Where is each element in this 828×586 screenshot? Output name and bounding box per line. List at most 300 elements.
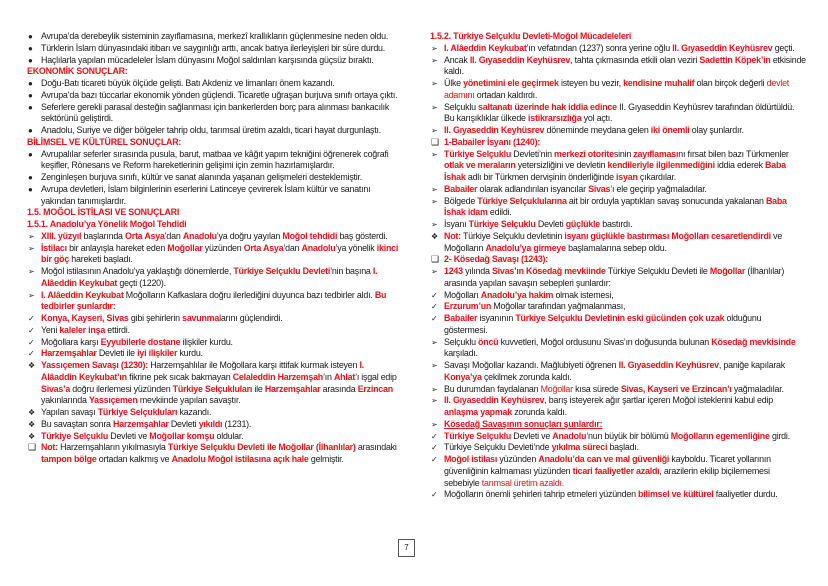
body-text: adlı bir Türkmen dervişinin önderliğinde [465, 172, 617, 182]
arrow-bullet-icon: ➢ [431, 419, 438, 429]
list-item [27, 442, 399, 466]
highlighted-text: XIII. yüzyıl [41, 230, 82, 241]
checkmark-icon: ✓ [28, 349, 35, 359]
body-text: kayboldu. Ticaret yollarının güvenliğinin kalmaması yüzünden [444, 454, 771, 476]
body-text: Devleti [535, 219, 566, 229]
highlighted-text: yönetimini ele geçirmek [463, 78, 559, 88]
arrow-bullet-icon: ➢ [431, 384, 438, 394]
list-item [430, 78, 806, 102]
body-text: baş gösterdi. [337, 230, 388, 241]
highlighted-text: Anadolu Moğol istilasına açık hale [171, 454, 309, 464]
bullet-dot-icon: ● [28, 32, 33, 41]
highlighted-text: bilimsel ve kültürel [638, 489, 714, 500]
highlighted-text: Kösedağ mevkisinde [711, 336, 796, 347]
body-text: zorunda kaldı. [511, 407, 567, 417]
body-text: başlamalarına sebep oldu. [565, 242, 667, 253]
body-text: ’ı işgal edip [355, 371, 397, 382]
highlighted-text: Türkiye Selçuklu [444, 430, 512, 441]
body-text: geçti. [772, 42, 795, 53]
arrow-bullet-icon: ➢ [431, 126, 438, 135]
highlighted-text: Ahlat [333, 371, 356, 382]
body-text: ’nun büyük bir bölümü [586, 430, 671, 441]
body-text: Avrupa’da bazı tüccarlar ekonomik yönden güçlendi. Ticaretle uğraşan burjuva sınıfı ortaya çıktı. [41, 89, 398, 100]
diamond-bullet-icon: ❖ [28, 419, 35, 429]
bullet-dot-icon: ● [28, 149, 33, 159]
body-text: kuvvetleri, Moğol ordusunu Sivas’ın doğusunda bulunan [498, 336, 712, 347]
highlighted-text: öncü [478, 336, 499, 347]
body-text: ilişkiler kurdu. [180, 336, 233, 347]
checkmark-icon: ✓ [28, 337, 35, 347]
highlighted-text: Türkiye Selçukluları [97, 407, 178, 417]
list-item [430, 184, 806, 196]
body-text: Moğol istilasının Anadolu’ya yaklaştığı dönemlerde, [41, 266, 234, 276]
list-item [27, 266, 399, 290]
list-item [27, 31, 399, 43]
arrow-bullet-icon: ➢ [28, 243, 35, 253]
list-item [27, 431, 399, 443]
highlighted-text: Konya, Kayseri, Sivas [41, 313, 129, 323]
diamond-bullet-icon: ❖ [28, 431, 35, 441]
highlighted-text: Konya’ya [444, 371, 482, 382]
body-text: Haçlılarla yapılan mücadeleler İslam dünyasını Moğol saldırıları karşısında güçsüz bıraktı. [41, 54, 374, 65]
list-item [430, 55, 806, 79]
body-text: Türklerin İslam dünyasındaki itibarı ve saygınlığı arttı, ancak batıya ilerleyişleri bir süre durdu. [41, 42, 386, 53]
diamond-bullet-icon: ❖ [28, 408, 35, 417]
body-text: doğru ilerlemesi yüzünden [70, 383, 173, 394]
body-text: Moğolların önemli şehirleri tahrip etmeleri yüzünden [444, 489, 639, 500]
list-item [430, 196, 806, 220]
highlighted-text: Türkiye Selçuklu [41, 430, 109, 441]
body-text: Harzemşahlılar ile Moğollara karşı ittifak kurmak isteyen [148, 360, 360, 370]
arrow-bullet-icon: ➢ [431, 361, 438, 370]
highlighted-text: isyanı güçlükle bastırması Moğolları cesaretlendirdi [564, 230, 771, 241]
body-text: Ülke [444, 78, 464, 88]
body-text: ait bir orduyla yaptıkları savaş sonucunda yakalanan [566, 195, 766, 206]
bullet-dot-icon: ● [28, 90, 33, 100]
highlighted-text: Baba İshak idam [444, 195, 787, 218]
body-text: mevkiinde yapılan savaştır. [137, 395, 241, 406]
body-text: iddia ederek [714, 160, 766, 171]
highlighted-text: Sivas, Kayseri ve Erzincan’ı [620, 383, 732, 394]
highlighted-text: Anadolu [301, 242, 336, 253]
highlighted-text: Moğollar [709, 266, 746, 276]
list-item [27, 78, 399, 90]
highlighted-text: Eyyubilerle dostane [100, 336, 181, 347]
body-text: Avrupa devletleri, İslam bilginlerinin eserlerini Latinceye çevirerek İslam kültür ve sanatını yakından tanımışlardır. [41, 183, 371, 206]
body-text: hareketi başladı. [69, 254, 133, 265]
section-heading: 1.5. MOĞOL İSTİLASI VE SONUÇLARI [27, 207, 180, 218]
checkmark-icon: ✓ [431, 490, 438, 500]
section-heading: 1.5.2. Türkiye Selçuklu Devleti-Moğol Mücadeleleri [430, 31, 632, 41]
list-item [27, 43, 399, 55]
highlighted-text: Türkiye Selçuklularına [477, 195, 567, 206]
left-column [27, 31, 399, 466]
body-text: edildi. [487, 207, 512, 218]
list-item [430, 454, 806, 489]
highlighted-text: Orta Asya [243, 242, 284, 253]
body-text: yüzünden [202, 242, 244, 253]
body-text: Moğollar tarafından yağmalanması, [491, 301, 626, 312]
highlighted-text: Sivas’a [41, 383, 71, 394]
list-item [430, 384, 806, 396]
body-text: ’ın [323, 371, 334, 382]
list-item [27, 360, 399, 407]
highlighted-text: II. Gıyaseddin Keyhüsrev [618, 360, 719, 370]
highlighted-text: saltanatı üzerinde hak iddia edince [478, 101, 617, 112]
body-text: oldular. [214, 430, 244, 441]
checkmark-icon: ✓ [431, 290, 438, 300]
highlighted-text: 1-Babailer İsyanı (1240): [444, 136, 541, 147]
body-text: ’ya yönelik [335, 242, 377, 253]
highlighted-text: savunma [182, 313, 220, 323]
list-item [430, 43, 806, 55]
body-text: (İlhanlılar) arasında yapılan savaşın sebepleri şunlardır: [444, 266, 785, 288]
highlighted-text: Erzurum’un [444, 301, 492, 312]
body-text: Zenginleşen burjuva sınıfı, kültür ve sanat alanında yaşanan gelişmeleri desteklemiştir. [41, 172, 363, 182]
body-text: Yapılan savaşı [41, 407, 98, 417]
checkmark-icon: ✓ [431, 443, 438, 453]
body-text: ve Moğolların [444, 230, 783, 253]
highlighted-text: Türkiye Selçuklu [444, 148, 512, 159]
body-text: olarak adlandırılan isyancılar [477, 183, 589, 194]
arrow-bullet-icon: ➢ [431, 196, 438, 206]
body-text: sinin [613, 148, 634, 159]
list-item [27, 419, 399, 431]
list-item [430, 395, 806, 419]
highlighted-text: II. Gıyaseddin Keyhüsrev [444, 395, 545, 406]
body-text: Devleti ile [96, 348, 138, 359]
list-item [27, 243, 399, 267]
highlighted-text: kaleler inşa [59, 324, 106, 335]
body-text: geçti (1220). [117, 277, 166, 288]
body-text: Doğu-Batı ticareti büyük ölçüde gelişti. Batı Akdeniz ve limanları önem kazandı. [41, 78, 335, 88]
body-text: arasındaki [355, 442, 397, 453]
list-item [430, 219, 806, 231]
bullet-dot-icon: ● [28, 55, 33, 65]
body-text: İsyanı [444, 219, 469, 229]
body-text: Savaşı Moğollar kazandı. Mağlubiyeti öğrenen [444, 360, 619, 370]
checkbox-bullet-icon: ❑ [28, 442, 36, 453]
section-heading: EKONOMİK SONUÇLAR: [27, 66, 128, 77]
body-text: çekilmek zorunda kaldı. [481, 371, 572, 382]
checkmark-icon: ✓ [431, 455, 438, 464]
highlighted-text: Harzemşahlar [41, 348, 97, 359]
body-text: bastırdı. [599, 219, 633, 229]
body-text: olan birçok değerli [694, 78, 767, 88]
highlighted-text: Babailer [444, 313, 478, 323]
highlighted-text: Baba İshak [444, 160, 786, 182]
body-text: ettirdi. [105, 324, 130, 335]
body-text: Bölgede [444, 195, 478, 206]
highlighted-text: tarımsal üretim azaldı. [481, 477, 565, 488]
highlighted-text: Kösedağ Savaşının sonuçları şunlardır: [444, 418, 603, 429]
body-text: kısa sürede [572, 383, 621, 394]
body-text: olmak istemesi, [553, 289, 614, 300]
body-text: Seferlere gerekli parasal desteğin sağlanması için bankerlerden borç para alınması bankacılık sektörünü geliştirdi. [41, 101, 390, 124]
highlighted-text: otlak ve meraların [444, 160, 516, 171]
highlighted-text: Bu tedbirler şunlardır: [41, 289, 387, 312]
highlighted-text: Yassıçemen [88, 395, 138, 406]
section-heading: 1.5.1. Anadolu’ya Yönelik Moğol Tehdidi [27, 219, 187, 229]
highlighted-text: Yassıçemen Savaşı (1230): [41, 360, 148, 370]
diamond-bullet-icon: ❖ [431, 231, 438, 241]
highlighted-text: II. Gıyaseddin Keyhüsrev [672, 42, 773, 53]
highlighted-text: II. Gıyaseddin Keyhüsrev [469, 54, 571, 65]
arrow-bullet-icon: ➢ [28, 231, 35, 241]
highlighted-text: güçlükle [565, 219, 600, 229]
body-text: bir anlayışla hareket eden [66, 242, 168, 253]
list-item [27, 125, 399, 137]
list-item [430, 360, 806, 384]
list-item [27, 407, 399, 419]
body-text: , barış isteyerek ağır şartlar içeren Moğol isteklerini kabul edip [544, 395, 773, 406]
highlighted-text: iki önemli [650, 125, 690, 135]
arrow-bullet-icon: ➢ [431, 102, 438, 112]
body-text: ’dan [283, 242, 302, 253]
highlighted-text: Harzemşahlar [264, 383, 321, 394]
right-column [430, 31, 806, 501]
list-item [27, 348, 399, 360]
highlighted-text: zayıflaması [633, 148, 679, 159]
highlighted-text: kendisine muhalif [623, 78, 695, 88]
body-text: ortadan kalkmış ve [96, 454, 172, 464]
list-item [430, 442, 806, 454]
body-text: larını güçlendirdi. [219, 313, 283, 323]
highlighted-text: Not: [444, 230, 461, 241]
list-item [430, 431, 806, 443]
list-item [27, 337, 399, 349]
body-text: çıkardılar. [637, 172, 676, 182]
highlighted-text: Moğollar [540, 383, 573, 394]
body-text: fikrine pek sıcak bakmayan [126, 371, 233, 382]
body-text: ’ın vefatından (1237) sonra yerine oğlu [526, 42, 673, 53]
highlighted-text: Sadettin Köpek’in [699, 54, 771, 65]
body-text: Türkiye Selçuklu Devleti’nde [444, 442, 552, 453]
highlighted-text: Türkiye Selçuklu Devleti ile Moğollar (İlhanlılar) [167, 442, 356, 453]
body-text: Bu savaştan sonra [41, 418, 114, 429]
body-text: Türkiye Selçuklu Devleti ile [605, 266, 710, 276]
body-text: Harzemşahların yıkılmasıyla [57, 442, 168, 453]
highlighted-text: İstilacı [41, 242, 67, 253]
list-item [27, 55, 399, 67]
body-text: yüzünden [497, 454, 539, 464]
body-text: Selçuklu [444, 336, 479, 347]
body-text: Moğolların Kafkaslara doğru ilerlediğini duyunca bazı tedbirler aldı. [123, 289, 375, 300]
highlighted-text: Sivas’ın Kösedağ mevkiinde [491, 266, 606, 276]
page-number: 7 [398, 539, 415, 557]
checkmark-icon: ✓ [28, 325, 35, 335]
highlighted-text: Türkiye Selçuklu [468, 219, 536, 229]
highlighted-text: I. Alâeddin Keykubat [41, 289, 124, 300]
body-text: , paniğe kapılarak [718, 360, 785, 370]
body-text: döneminde meydana gelen [544, 125, 651, 135]
highlighted-text: Orta Asya [125, 230, 165, 241]
body-text: olay şunlardır. [689, 125, 744, 135]
list-item [430, 102, 806, 126]
list-item [27, 231, 399, 243]
highlighted-text: istikrarsızlığa [528, 113, 582, 124]
body-text: ’dan [164, 230, 183, 241]
bullet-dot-icon: ● [28, 43, 33, 53]
body-text: II. Gıyaseddin Keyhüsrev tarafından öldürtüldü. Bu karışıklıklar ülkede [444, 101, 795, 124]
arrow-bullet-icon: ➢ [431, 184, 438, 194]
body-text: kurdu. [177, 348, 203, 359]
list-item [27, 184, 399, 208]
highlighted-text: Anadolu [182, 230, 217, 241]
list-item [27, 172, 399, 184]
highlighted-text: ikinci bir göç [41, 242, 399, 265]
highlighted-text: 2- Kösedağ Savaşı (1243): [444, 254, 549, 265]
body-text: Devleti ve [511, 430, 553, 441]
body-text: yakınlarında [41, 395, 89, 406]
body-text: Anadolu, Suriye ve diğer bölgeler tahrip oldu, tarımsal üretim azaldı, ticari hayat durgunlaştı. [41, 125, 381, 135]
body-text: Avrupalılar seferler sırasında pusula, barut, matbaa ve kâğıt yapım tekniğini öğrenerek coğrafi keşifler, Rönesans ve Reform hareketlerinin gelişimi için zemin hazırlamışlardır. [41, 148, 389, 171]
list-item [430, 489, 806, 501]
body-text: gibi şehirlerin [128, 313, 183, 323]
checkbox-bullet-icon: ❑ [431, 136, 439, 147]
highlighted-text: I. Alâeddin Keykubat [41, 266, 378, 288]
body-text: girdi. [769, 430, 790, 441]
highlighted-text: Türkiye Selçuklu Devletinin eski gücünden çok uzak [515, 313, 725, 323]
list-item [27, 325, 399, 337]
arrow-bullet-icon: ➢ [431, 396, 438, 406]
body-text: Ancak [444, 54, 470, 65]
checkmark-icon: ✓ [431, 314, 438, 323]
body-text: isteyen bu vezir, [558, 78, 624, 88]
highlighted-text: Harzemşahlar [113, 418, 169, 429]
body-text: ortadan kaldırdı. [474, 89, 538, 100]
highlighted-text: Moğollar [167, 242, 203, 253]
body-text: Devleti’nin [511, 148, 555, 159]
list-item [430, 419, 806, 431]
highlighted-text: Babailer [444, 183, 478, 194]
list-item [27, 149, 399, 173]
checkbox-bullet-icon: ❑ [431, 254, 439, 265]
highlighted-text: 1243 [444, 266, 463, 276]
highlighted-text: yıkılma süreci [551, 442, 608, 453]
body-text: (1231). [222, 418, 252, 429]
body-text: ’nin başına [330, 266, 373, 276]
highlighted-text: Türkiye Selçukluları [172, 383, 253, 394]
body-text: gelmiştir. [308, 454, 344, 464]
list-item [430, 290, 806, 302]
body-text: yılında [462, 266, 492, 276]
arrow-bullet-icon: ➢ [431, 55, 438, 65]
highlighted-text: devlet adamını [444, 78, 790, 100]
body-text: yol açtı. [581, 113, 613, 124]
body-text: etkisinde kaldı. [444, 54, 806, 77]
highlighted-text: Moğol tehdidi [282, 230, 338, 241]
highlighted-text: Moğollar komşu [149, 430, 215, 441]
body-text: faaliyetler durdu. [713, 489, 778, 500]
list-item [27, 313, 399, 325]
body-text: Moğollara karşı [41, 336, 101, 347]
bullet-dot-icon: ● [28, 126, 33, 135]
body-text: olduğunu göstermesi. [444, 313, 762, 335]
highlighted-text: isyan [616, 172, 638, 182]
body-text: karşıladı. [444, 348, 478, 359]
list-item [430, 266, 806, 290]
highlighted-text: iyi ilişkiler [137, 348, 178, 359]
highlighted-text: Anadolu’ya hakim [480, 289, 554, 300]
arrow-bullet-icon: ➢ [431, 43, 438, 53]
highlighted-text: anlaşma yapmak [444, 407, 512, 417]
highlighted-text: Erzincan [357, 383, 393, 394]
highlighted-text: Türkiye Selçuklu Devleti [233, 266, 331, 276]
highlighted-text: Celaleddin Harzemşah [232, 371, 323, 382]
body-text: ’ya doğru yayılan [216, 230, 283, 241]
diamond-bullet-icon: ❖ [28, 361, 35, 370]
body-text: Yeni [41, 324, 60, 335]
body-text: , arazilerin ekilip biçilememesi sebebiyle [444, 465, 770, 488]
arrow-bullet-icon: ➢ [431, 267, 438, 276]
body-text: ’ı ele geçirip yağmaladılar. [610, 183, 707, 194]
arrow-bullet-icon: ➢ [431, 149, 438, 159]
body-text: arasında [320, 383, 358, 394]
highlighted-text: Anadolu [552, 430, 587, 441]
checkmark-icon: ✓ [431, 431, 438, 441]
checkmark-icon: ✓ [28, 314, 35, 323]
section-heading: BİLİMSEL VE KÜLTÜREL SONUÇLAR: [27, 136, 182, 147]
body-text: nı fırsat bilen bazı Türkmenler [678, 148, 789, 159]
highlighted-text: Moğolların egemenliğine [670, 430, 770, 441]
highlighted-text: Not: [41, 442, 58, 453]
body-text: Türkiye Selçuklu devletinin [460, 230, 565, 241]
highlighted-text: I. Alâeddin Keykubat [444, 42, 527, 53]
body-text: başlarında [81, 230, 126, 241]
body-text: Devleti ve [108, 430, 150, 441]
body-text: yağmaladılar. [731, 383, 784, 394]
bullet-dot-icon: ● [28, 79, 33, 88]
list-item [430, 137, 806, 149]
list-item [430, 313, 806, 337]
list-item [430, 254, 806, 266]
body-text: Moğolları [444, 289, 481, 300]
body-text: Selçuklu [444, 101, 479, 112]
bullet-dot-icon: ● [28, 184, 33, 194]
highlighted-text: ticari faaliyetler azaldı [572, 465, 660, 476]
highlighted-text: Moğol istilası [444, 454, 498, 464]
list-item [27, 102, 399, 126]
highlighted-text: I. Alâaddin Keykubat’ın [41, 360, 364, 382]
highlighted-text: Sivas [588, 183, 611, 194]
checkmark-icon: ✓ [431, 302, 438, 312]
body-text: Bu durumdan faydalanan [444, 383, 541, 394]
arrow-bullet-icon: ➢ [28, 290, 35, 300]
list-item [27, 290, 399, 314]
bullet-dot-icon: ● [28, 173, 33, 182]
highlighted-text: Anadolu’da can ve mal güvenliği [538, 454, 670, 464]
body-text: Avrupa’da derebeylik sisteminin zayıflamasına, merkezî krallıkların güçlenmesine neden oldu. [41, 31, 389, 41]
arrow-bullet-icon: ➢ [431, 79, 438, 88]
highlighted-text: Anadolu’ya girmeye [485, 242, 566, 253]
body-text: ile [252, 383, 265, 394]
highlighted-text: kendileriyle ilgilenmediğini [607, 160, 715, 171]
body-text: başladı. [607, 442, 639, 453]
body-text: yetersizliğini ve devletin [515, 160, 608, 171]
arrow-bullet-icon: ➢ [28, 267, 35, 276]
highlighted-text: yıkıldı [198, 418, 223, 429]
bullet-dot-icon: ● [28, 102, 33, 112]
list-item [430, 125, 806, 137]
highlighted-text: II. Gıyaseddin Keyhüsrev [444, 125, 545, 135]
body-text: kazandı. [177, 407, 212, 417]
body-text: isyanının [477, 313, 516, 323]
arrow-bullet-icon: ➢ [431, 220, 438, 229]
list-item [430, 231, 806, 255]
list-item [430, 149, 806, 184]
list-item [430, 301, 806, 313]
